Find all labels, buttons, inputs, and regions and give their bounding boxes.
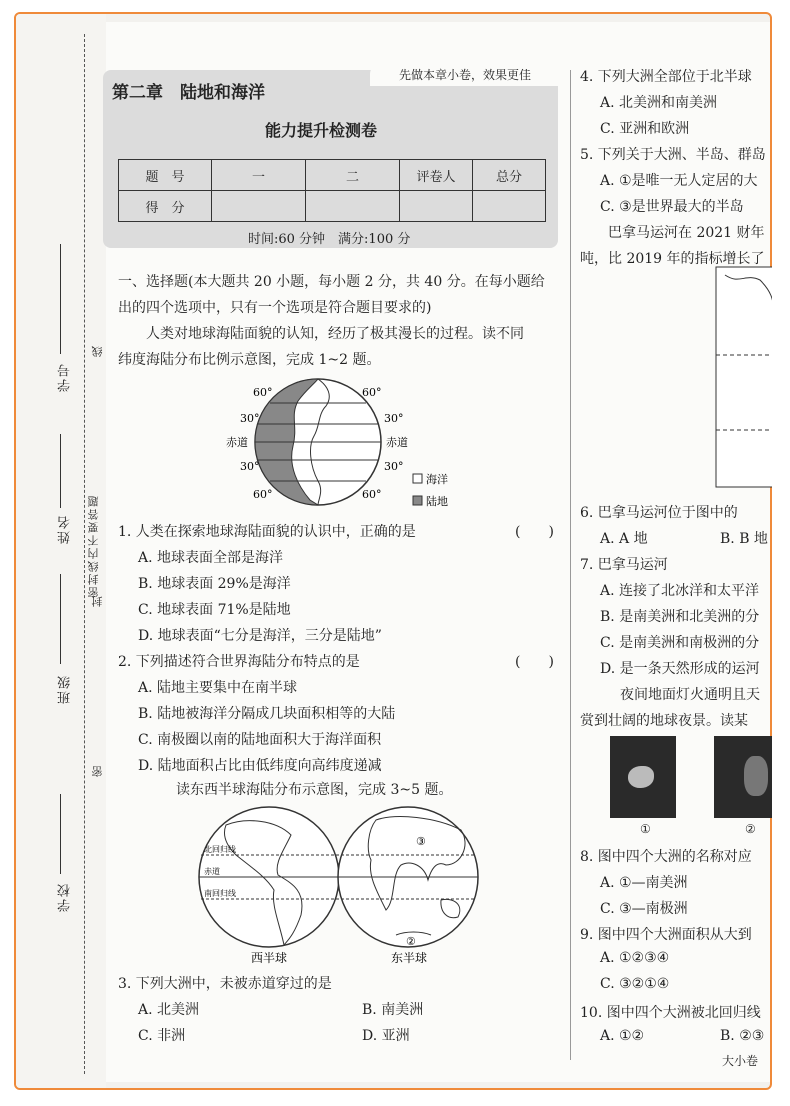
legend-ocean: 海洋: [426, 473, 448, 486]
column-divider: [570, 70, 571, 1060]
score-table: [118, 159, 546, 222]
option: C. 南极圈以南的陆地面积大于海洋面积: [138, 732, 382, 748]
east-hemisphere-label: 东半球: [391, 951, 428, 965]
option: C. 地球表面 71%是陆地: [138, 602, 291, 618]
score-cell[interactable]: [473, 191, 546, 222]
intro-text: 读东西半球海陆分布示意图，完成 3~5 题。: [176, 782, 453, 798]
seal-xian: 线: [91, 344, 104, 357]
option: B. 陆地被海洋分隔成几块面积相等的大陆: [138, 706, 396, 722]
answer-paren-2[interactable]: ( ): [515, 654, 554, 670]
lat-label-left: 60°: [253, 386, 273, 399]
class-label: 班级: [58, 674, 73, 704]
passage-text: 夜间地面灯火通明且天: [620, 687, 760, 703]
option: B. ②③: [720, 1028, 765, 1044]
option: A. ①是唯一无人定居的大: [600, 173, 758, 189]
right-column: [580, 60, 772, 1090]
section-title-cont: 出的四个选项中，只有一个选项是符合题目要求的): [118, 300, 432, 316]
passage-text: 赏到壮阔的地球夜景。读某: [580, 713, 748, 729]
footer-label: 大小卷: [722, 1054, 759, 1068]
lat-label-left: 30°: [240, 412, 260, 425]
tip-text: 先做本章小卷，效果更佳: [370, 64, 560, 86]
passage-text: 巴拿马运河在 2021 财年: [608, 225, 765, 241]
option: B. B 地: [720, 531, 768, 547]
option: D. 陆地面积占比由低纬度向高纬度递减: [138, 758, 382, 774]
binding-strip: [16, 14, 106, 1090]
time-info: 时间:60 分钟 满分:100 分: [248, 232, 411, 247]
paper-subtitle: 能力提升检测卷: [265, 121, 378, 140]
seal-feng: 封: [91, 594, 104, 607]
question-1: 1. 人类在探索地球海陆面貌的认识中，正确的是: [118, 524, 416, 540]
question-4: 4. 下列大洲全部位于北半球: [580, 69, 752, 85]
class-field[interactable]: [60, 574, 61, 664]
school-label: 学校: [58, 882, 73, 912]
west-hemisphere-label: 西半球: [251, 951, 288, 965]
tropic-south-label: 南回归线: [204, 889, 236, 898]
score-header-cell: 题 号: [119, 160, 212, 191]
question-8: 8. 图中四个大洲的名称对应: [580, 849, 752, 865]
lat-label-right: 60°: [362, 488, 382, 501]
option: A. ①—南美洲: [600, 875, 688, 891]
option: C. ③是世界最大的半岛: [600, 199, 744, 215]
tropic-north-label: 北回归线: [204, 845, 236, 854]
option: A. A 地: [600, 531, 648, 547]
lat-label-right: 60°: [362, 386, 382, 399]
panama-map: [715, 265, 772, 490]
equator-label: 赤道: [204, 867, 220, 876]
question-7: 7. 巴拿马运河: [580, 557, 668, 573]
intro-text: 人类对地球海陆面貌的认知，经历了极其漫长的过程。读不同: [146, 326, 524, 342]
question-6: 6. 巴拿马运河位于图中的: [580, 505, 738, 521]
number-field[interactable]: [60, 244, 61, 354]
number-label: 学号: [58, 362, 73, 392]
question-2: 2. 下列描述符合世界海陆分布特点的是: [118, 654, 360, 670]
lat-label-left: 30°: [240, 460, 260, 473]
night-image-1: [610, 736, 676, 818]
hemispheres-figure: [196, 805, 496, 965]
lat-label-left: 60°: [253, 488, 273, 501]
option: A. 连接了北冰洋和太平洋: [600, 583, 760, 599]
seal-text: 密封线内不要答题: [87, 494, 100, 598]
option: A. ①②③④: [600, 950, 670, 966]
name-label: 姓名: [58, 514, 73, 544]
score-cell[interactable]: [400, 191, 473, 222]
option: B. 是南美洲和北美洲的分: [600, 609, 760, 625]
night-image-2: [714, 736, 772, 818]
school-field[interactable]: [60, 794, 61, 874]
option: D. 地球表面“七分是海洋，三分是陆地”: [138, 628, 382, 644]
option: D. 是一条天然形成的运河: [600, 661, 760, 677]
question-9: 9. 图中四个大洲面积从大到: [580, 927, 752, 943]
option: B. 地球表面 29%是海洋: [138, 576, 291, 592]
seal-line: [84, 34, 85, 1074]
score-header-cell: 总分: [473, 160, 546, 191]
chapter-title: 第二章 陆地和海洋: [112, 83, 265, 103]
question-5: 5. 下列关于大洲、半岛、群岛: [580, 147, 766, 163]
option: B. 南美洲: [362, 1002, 424, 1018]
passage-text: 吨，比 2019 年的指标增长了: [580, 251, 765, 267]
option: C. ③—南极洲: [600, 901, 688, 917]
question-10: 10. 图中四个大洲被北回归线: [580, 1005, 761, 1021]
score-row-label: 得 分: [119, 191, 212, 222]
answer-paren-1[interactable]: ( ): [515, 524, 554, 540]
score-cell[interactable]: [212, 191, 306, 222]
option: A. ①②: [600, 1028, 645, 1044]
lat-label-right: 30°: [384, 460, 404, 473]
lat-label-right: 赤道: [386, 436, 408, 449]
lat-label-right: 30°: [384, 412, 404, 425]
option: A. 地球表面全部是海洋: [138, 550, 284, 566]
seal-mi: 密: [91, 764, 104, 777]
section-title: 一、选择题(本大题共 20 小题，每小题 2 分，共 40 分。在每小题给: [118, 274, 545, 290]
question-3: 3. 下列大洲中，未被赤道穿过的是: [118, 976, 332, 992]
legend-land-swatch: [413, 496, 422, 505]
option: C. 是南美洲和南极洲的分: [600, 635, 760, 651]
option: D. 亚洲: [362, 1028, 410, 1044]
score-cell[interactable]: [306, 191, 400, 222]
legend-land: 陆地: [426, 495, 448, 508]
intro-text: 纬度海陆分布比例示意图，完成 1~2 题。: [118, 352, 381, 368]
image-label: ①: [640, 822, 651, 836]
option: C. 非洲: [138, 1028, 186, 1044]
option: C. ③②①④: [600, 976, 670, 992]
score-header-cell: 一: [212, 160, 306, 191]
lat-label-left: 赤道: [226, 436, 248, 449]
region-mark: ②: [406, 935, 416, 948]
image-label: ②: [745, 822, 756, 836]
land-ocean-ratio-figure: [218, 376, 468, 511]
option: C. 亚洲和欧洲: [600, 121, 690, 137]
name-field[interactable]: [60, 434, 61, 508]
option: A. 北美洲: [138, 1002, 200, 1018]
score-header-cell: 评卷人: [400, 160, 473, 191]
option: A. 陆地主要集中在南半球: [138, 680, 298, 696]
region-mark: ③: [416, 835, 426, 848]
legend-ocean-swatch: [413, 474, 422, 483]
option: A. 北美洲和南美洲: [600, 95, 718, 111]
score-header-cell: 二: [306, 160, 400, 191]
